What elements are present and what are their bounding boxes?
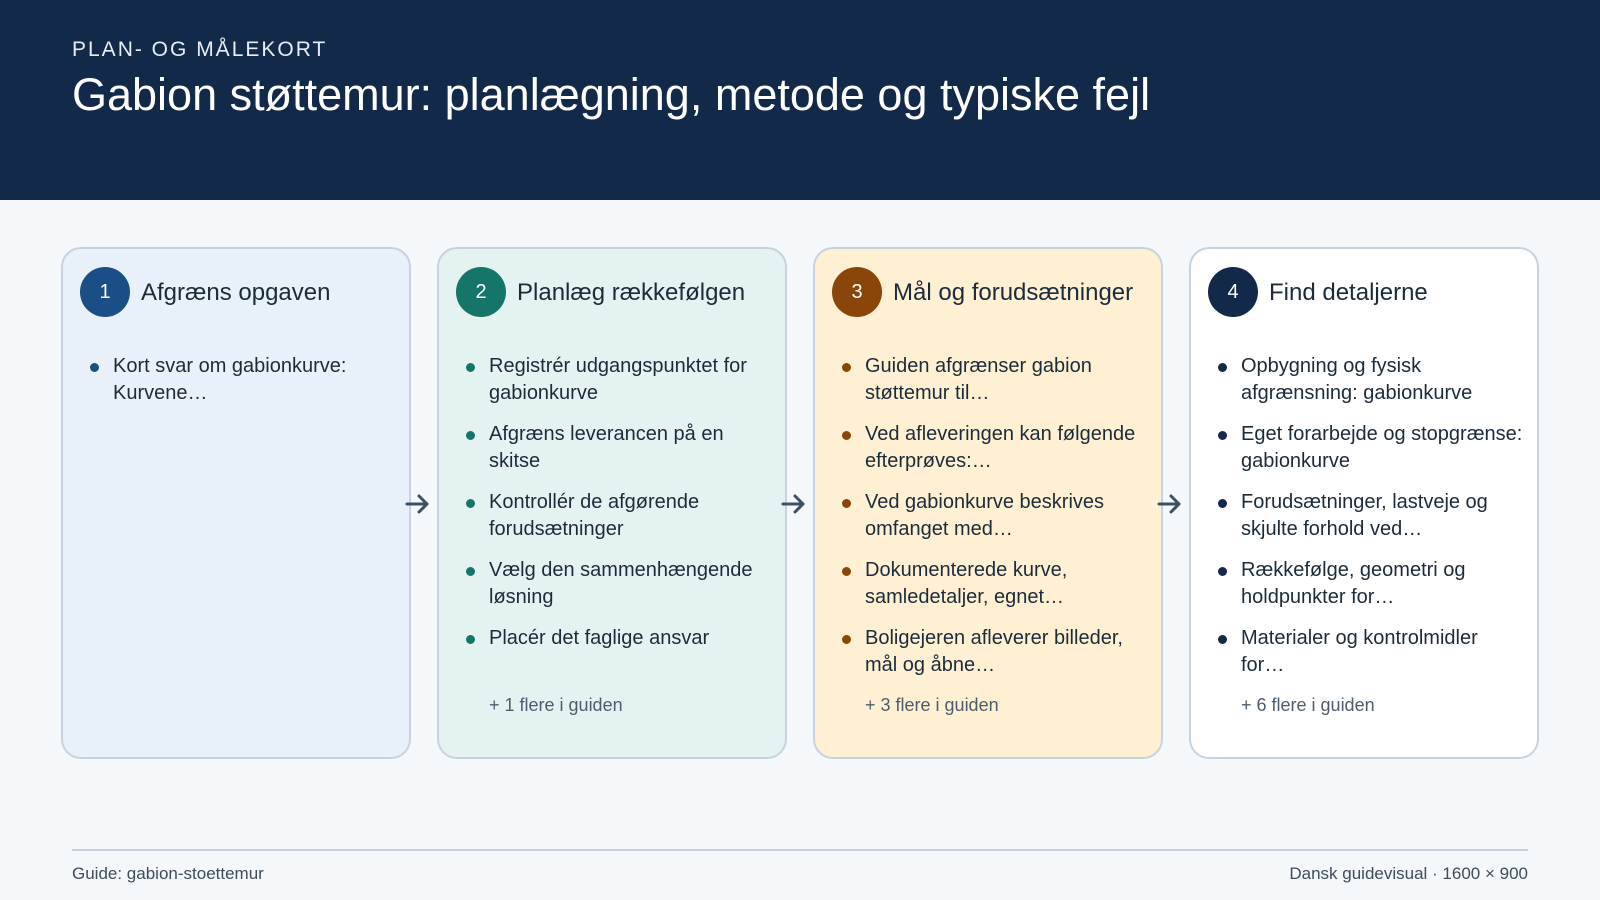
- bullet-item: Dokumenterede kurve, samledetaljer, egnet…: [841, 557, 1147, 611]
- bullet-item: Placér det faglige ansvar: [465, 625, 771, 652]
- step-card-1: [61, 247, 411, 759]
- step-card-2: [437, 247, 787, 759]
- step-bullet-list: [89, 353, 395, 421]
- step-number-badge: 4: [1208, 267, 1258, 317]
- footer-meta-label: Dansk guidevisual · 1600 × 900: [1289, 864, 1528, 883]
- more-in-guide-note: + 3 flere i guiden: [865, 695, 999, 715]
- step-card-title: Afgræns opgaven: [141, 279, 331, 306]
- bullet-item: Guiden afgrænser gabion støttemur til…: [841, 353, 1147, 407]
- step-card-4: [1189, 247, 1539, 759]
- bullet-item: Kort svar om gabionkurve: Kurvene…: [89, 353, 395, 407]
- step-bullet-list: [841, 353, 1147, 693]
- step-bullet-list: [1217, 353, 1523, 693]
- step-card-title: Planlæg rækkefølgen: [517, 279, 746, 306]
- bullet-item: Opbygning og fysisk afgrænsning: gabionkurve: [1217, 353, 1523, 407]
- arrow-right-icon: [1156, 492, 1184, 516]
- header-banner: [0, 0, 1600, 200]
- arrow-right-icon: [780, 492, 808, 516]
- bullet-item: Vælg den sammenhængende løsning: [465, 557, 771, 611]
- step-number-badge: 2: [456, 267, 506, 317]
- step-card-title: Find detaljerne: [1269, 279, 1428, 306]
- bullet-item: Afgræns leverancen på en skitse: [465, 421, 771, 475]
- step-number-badge: 3: [832, 267, 882, 317]
- arrow-right-icon: [404, 492, 432, 516]
- more-in-guide-note: + 6 flere i guiden: [1241, 695, 1375, 715]
- footer-guide-label: Guide: gabion-stoettemur: [72, 864, 264, 883]
- bullet-item: Rækkefølge, geometri og holdpunkter for…: [1217, 557, 1523, 611]
- bullet-item: Boligejeren afleverer billeder, mål og åbne…: [841, 625, 1147, 679]
- footer-divider: [72, 849, 1528, 851]
- bullet-item: Ved afleveringen kan følgende efterprøves:…: [841, 421, 1147, 475]
- step-bullet-list: [465, 353, 771, 666]
- bullet-item: Forudsætninger, lastveje og skjulte forhold ved…: [1217, 489, 1523, 543]
- bullet-item: Eget forarbejde og stopgrænse: gabionkurve: [1217, 421, 1523, 475]
- step-card-3: [813, 247, 1163, 759]
- kicker-label: PLAN- OG MÅLEKORT: [72, 38, 328, 61]
- bullet-item: Registrér udgangspunktet for gabionkurve: [465, 353, 771, 407]
- page-title: Gabion støttemur: planlægning, metode og typiske fejl: [72, 69, 1151, 120]
- bullet-item: Ved gabionkurve beskrives omfanget med…: [841, 489, 1147, 543]
- step-number-badge: 1: [80, 267, 130, 317]
- step-card-title: Mål og forudsætninger: [893, 279, 1134, 306]
- bullet-item: Materialer og kontrolmidler for…: [1217, 625, 1523, 679]
- more-in-guide-note: + 1 flere i guiden: [489, 695, 623, 715]
- bullet-item: Kontrollér de afgørende forudsætninger: [465, 489, 771, 543]
